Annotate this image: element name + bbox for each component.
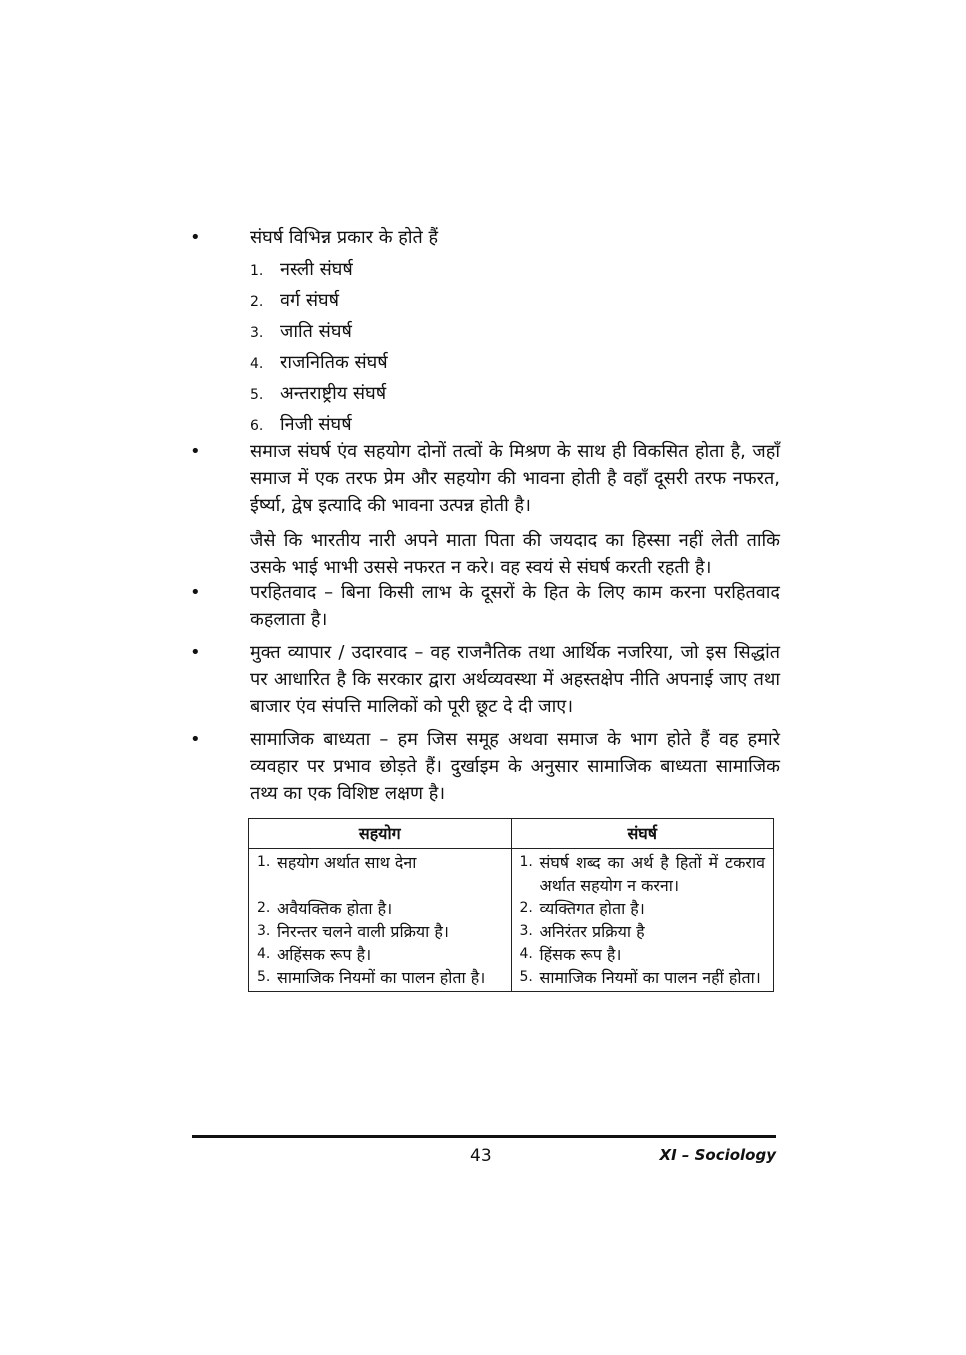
bullet-icon: •	[190, 642, 201, 663]
bullet-text: संघर्ष विभिन्न प्रकार के होते हैं	[250, 227, 439, 248]
list-item: 3. जाति संघर्ष	[250, 321, 352, 342]
table-header-conflict: संघर्ष	[511, 819, 774, 849]
list-item: 5. अन्तराष्ट्रीय संघर्ष	[250, 383, 387, 404]
bullet-conflict-types	[190, 224, 780, 441]
bullet-society-mix	[190, 438, 780, 581]
bullet-icon: •	[190, 729, 201, 750]
bullet-icon: •	[190, 441, 201, 462]
footer-divider	[192, 1135, 776, 1138]
bullet-text: समाज संघर्ष एंव सहयोग दोनों तत्वों के मिश्रण के साथ ही विकसित होता है, जहाँ समाज में एक तरफ प्रेम और सहयोग की भावना होती है वहाँ दूसरी तरफ नफरत, ईर्ष्या, द्वेष इत्यादि की भावना उत्पन्न होती है।	[250, 441, 780, 516]
conflict-cell: 1. संघर्ष शब्द का अर्थ है हितों में टकराव अर्थात सहयोग न करना। 2. व्यक्तिगत होता है। 3. अनिरंतर प्रक्रिया है 4. हिंसक रूप है। 5. सामाजिक नियमों का पालन नहीं होता।	[511, 849, 774, 992]
bullet-social-constraint	[190, 726, 780, 807]
list-item: 4. राजनितिक संघर्ष	[250, 352, 388, 373]
list-item: 6. निजी संघर्ष	[250, 414, 352, 435]
list-item: 1. नस्ली संघर्ष	[250, 259, 353, 280]
bullet-text: मुक्त व्यापार / उदारवाद – वह राजनैतिक तथा आर्थिक नजरिया, जो इस सिद्धांत पर आधारित है कि सरकार द्वारा अर्थव्यवस्था में अहस्तक्षेप नीति अपनाई जाए तथा बाजार एंव संपत्ति मालिकों को पूरी छूट दे दी जाए।	[250, 642, 780, 717]
comparison-table	[248, 818, 774, 992]
bullet-text: परहितवाद – बिना किसी लाभ के दूसरों के हित के लिए काम करना परहितवाद कहलाता है।	[250, 582, 780, 630]
table-header-cooperation: सहयोग	[249, 819, 512, 849]
bullet-free-trade	[190, 639, 780, 720]
table-row	[249, 849, 774, 992]
cooperation-cell: 1. सहयोग अर्थात साथ देना 2. अवैयक्तिक होता है। 3. निरन्तर चलने वाली प्रक्रिया है। 4. अहिंसक रूप है। 5. सामाजिक नियमों का पालन होता है।	[249, 849, 512, 992]
bullet-icon: •	[190, 582, 201, 603]
conflict-types-list	[250, 255, 780, 441]
list-item: 2. वर्ग संघर्ष	[250, 290, 340, 311]
page-number: 43	[470, 1146, 492, 1166]
bullet-altruism	[190, 579, 780, 633]
footer-title: XI – Sociology	[659, 1146, 776, 1164]
bullet-example-text: जैसे कि भारतीय नारी अपने माता पिता की जयदाद का हिस्सा नहीं लेती ताकि उसके भाई भाभी उससे नफरत न करे। वह स्वयं से संघर्ष करती रहती है।	[250, 530, 780, 578]
bullet-text: सामाजिक बाध्यता – हम जिस समूह अथवा समाज के भाग होते हैं वह हमारे व्यवहार पर प्रभाव छोड़ते हैं। दुर्खाइम के अनुसार सामाजिक बाध्यता सामाजिक तथ्य का एक विशिष्ट लक्षण है।	[250, 729, 780, 804]
bullet-icon: •	[190, 227, 201, 248]
